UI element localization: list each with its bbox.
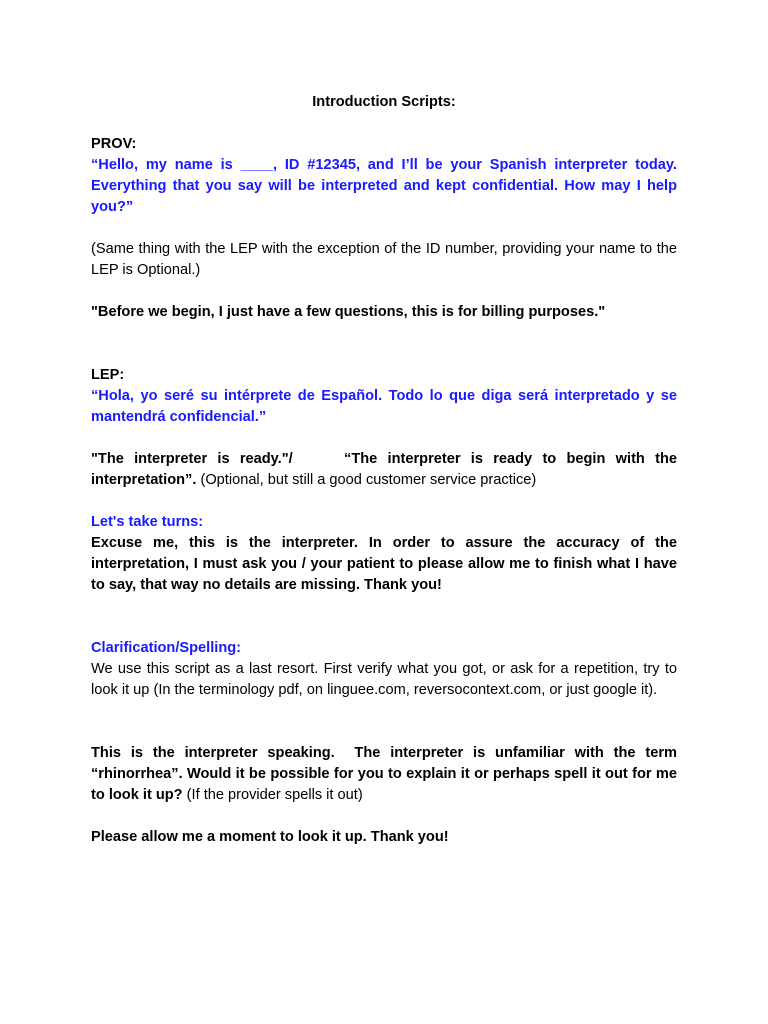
prov-note: (Same thing with the LEP with the exception of the ID number, providing your name to the LEP is Optional.) bbox=[91, 241, 677, 278]
clarification-paragraph bbox=[91, 743, 682, 806]
lep-heading: LEP: bbox=[91, 367, 125, 383]
prov-heading: PROV: bbox=[91, 136, 137, 152]
turns-script: Excuse me, this is the interpreter. In order to assure the accuracy of the interpretation, I must ask you / your patient to please allow me to finish what I have to say, that way no details are missing. Thank you! bbox=[91, 535, 677, 593]
document-page bbox=[91, 92, 682, 848]
lep-script: “Hola, yo seré su intérprete de Español. Todo lo que diga será interpretado y se mantendrá confidencial.” bbox=[91, 388, 677, 425]
document-title: Introduction Scripts: bbox=[312, 94, 456, 110]
turns-heading: Let's take turns: bbox=[91, 514, 204, 530]
prov-script: “Hello, my name is ____, ID #12345, and I’ll be your Spanish interpreter today. Everything that you say will be interpreted and kept confidential. How may I help you?” bbox=[91, 157, 677, 215]
ready-paragraph bbox=[91, 449, 682, 491]
ready-script: "The interpreter is ready."/ “The interpreter is ready to begin with the interpretation”. bbox=[91, 451, 682, 488]
closing-script: Please allow me a moment to look it up. Thank you! bbox=[91, 829, 449, 845]
clarification-script: This is the interpreter speaking. The interpreter is unfamiliar with the term “rhinorrhea”. Would it be possible for you to explain it or perhaps spell it out for me to look it up? bbox=[91, 745, 682, 803]
billing-script: "Before we begin, I just have a few questions, this is for billing purposes." bbox=[91, 304, 606, 320]
clarification-heading: Clarification/Spelling: bbox=[91, 640, 242, 656]
clarification-script-note: (If the provider spells it out) bbox=[182, 787, 363, 803]
ready-note: (Optional, but still a good customer service practice) bbox=[196, 472, 537, 488]
clarification-note: We use this script as a last resort. First verify what you got, or ask for a repetition, try to look it up (In the terminology pdf, on linguee.com, reversocontext.com, or just google it). bbox=[91, 661, 677, 698]
